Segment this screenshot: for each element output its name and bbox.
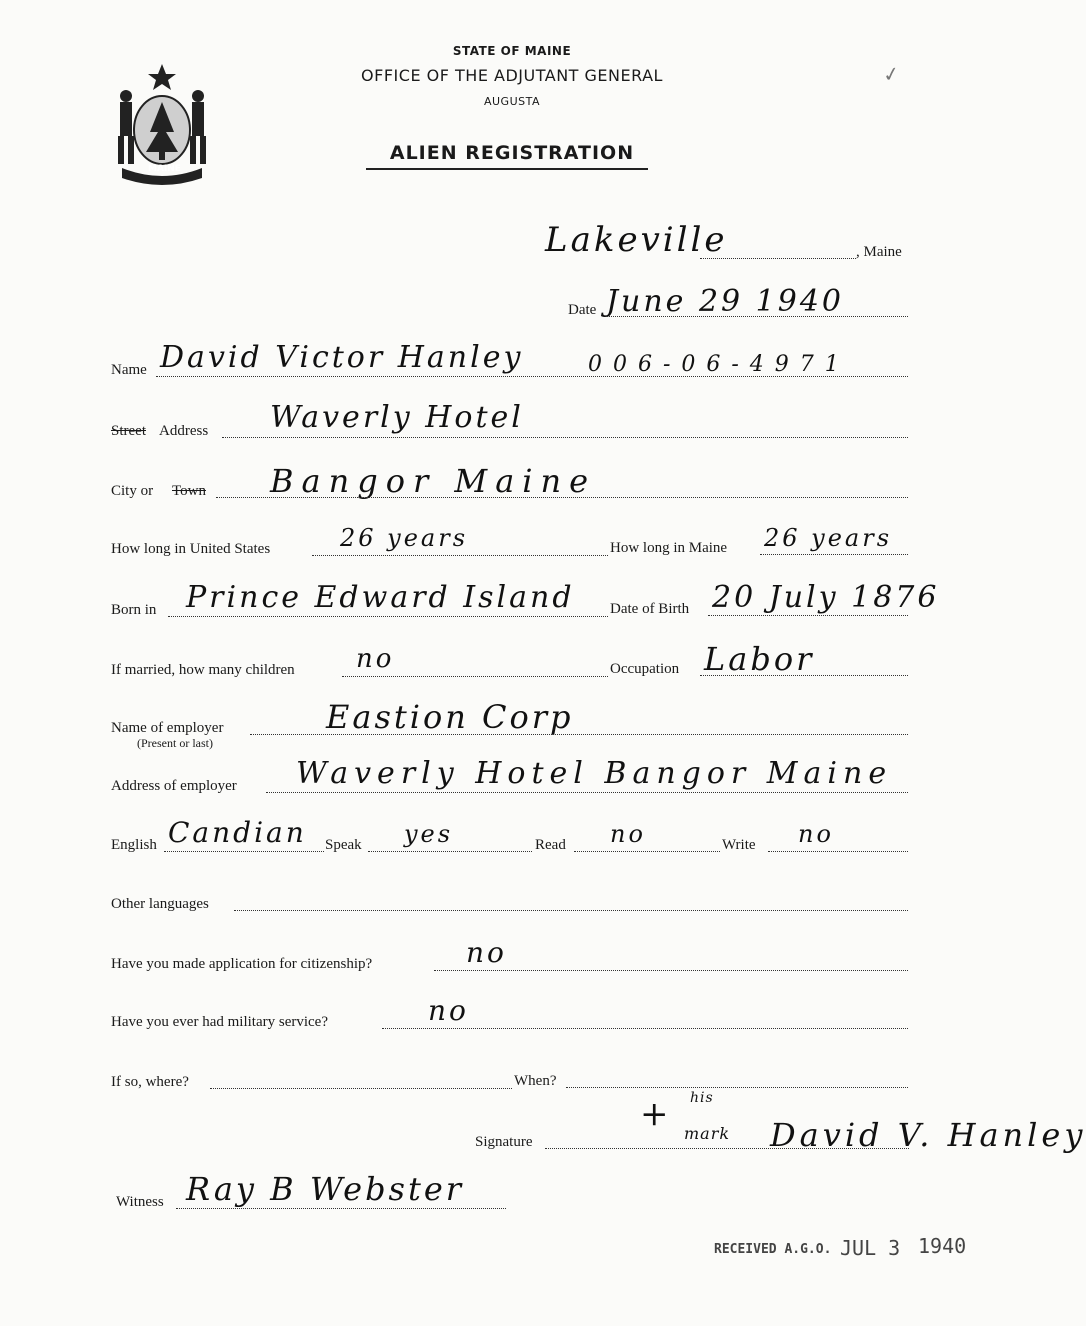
signature-mark-his: his	[690, 1090, 714, 1106]
name-value: David Victor Hanley	[160, 340, 524, 375]
occupation-label: Occupation	[610, 661, 680, 677]
city-value: Bangor Maine	[270, 462, 597, 500]
place-line	[700, 258, 856, 259]
header-state: STATE OF MAINE	[452, 44, 572, 58]
employer-address-label: Address of employer	[111, 778, 237, 794]
city-label: City or	[111, 483, 154, 499]
where-label: If so, where?	[111, 1074, 189, 1090]
name-number: 0 0 6 - 0 6 - 4 9 7 1	[588, 352, 841, 377]
date-line	[606, 316, 908, 317]
witness-value: Ray B Webster	[186, 1170, 465, 1208]
date-value: June 29 1940	[606, 284, 845, 319]
name-line	[156, 376, 908, 377]
employer-sublabel: (Present or last)	[137, 736, 213, 750]
city-label-struck: Town	[172, 483, 206, 499]
occupation-line	[700, 675, 908, 676]
title-underline	[366, 168, 648, 170]
occupation-value: Labor	[704, 640, 815, 678]
received-stamp-year: 1940	[918, 1234, 967, 1258]
signature-mark: +	[640, 1094, 669, 1134]
other-languages-label: Other languages	[111, 896, 209, 912]
date-label: Date	[568, 302, 597, 318]
dob-label: Date of Birth	[610, 601, 690, 617]
write-label: Write	[722, 837, 756, 853]
where-line	[210, 1088, 512, 1089]
english-label: English	[111, 837, 157, 853]
employer-label: Name of employer	[111, 720, 224, 736]
employer-address-value: Waverly Hotel Bangor Maine	[296, 756, 893, 791]
when-line	[566, 1087, 908, 1088]
signature-label: Signature	[475, 1134, 533, 1150]
place-value: Lakeville	[545, 220, 728, 260]
seal-text: MAINE	[148, 164, 181, 174]
state-seal-icon	[108, 60, 216, 182]
speak-label: Speak	[325, 837, 362, 853]
employer-value: Eastion Corp	[326, 698, 574, 736]
read-label: Read	[535, 837, 566, 853]
english-value: Candian	[168, 816, 307, 849]
children-value: no	[356, 644, 395, 674]
citizenship-value: no	[466, 936, 507, 969]
english-line	[164, 851, 324, 852]
how-long-maine-line	[760, 554, 908, 555]
read-line	[574, 851, 720, 852]
read-value: no	[610, 820, 646, 848]
write-value: no	[798, 820, 834, 848]
citizenship-line	[434, 970, 908, 971]
born-in-line	[168, 616, 608, 617]
how-long-maine-value: 26 years	[764, 524, 893, 552]
when-label: When?	[514, 1073, 557, 1089]
witness-label: Witness	[116, 1194, 164, 1210]
dob-value: 20 July 1876	[712, 580, 940, 615]
dob-line	[708, 615, 908, 616]
write-line	[768, 851, 908, 852]
military-value: no	[428, 994, 469, 1027]
how-long-us-label: How long in United States	[111, 541, 271, 557]
speak-line	[368, 851, 532, 852]
born-in-value: Prince Edward Island	[186, 580, 575, 615]
other-languages-line	[234, 910, 908, 911]
received-stamp-month: JUL 3	[840, 1236, 901, 1260]
signature-value: David V. Hanley	[770, 1116, 1086, 1154]
children-line	[342, 676, 608, 677]
military-label: Have you ever had military service?	[111, 1014, 328, 1030]
witness-line	[176, 1208, 506, 1209]
how-long-maine-label: How long in Maine	[610, 540, 728, 556]
citizenship-label: Have you made application for citizenship?	[111, 956, 373, 972]
employer-address-line	[266, 792, 908, 793]
employer-line	[250, 734, 908, 735]
header-office: OFFICE OF THE ADJUTANT GENERAL	[361, 66, 663, 85]
page-title: ALIEN REGISTRATION	[389, 142, 635, 164]
military-line	[382, 1028, 908, 1029]
check-mark: ✓	[881, 62, 902, 88]
born-in-label: Born in	[111, 602, 157, 618]
how-long-us-line	[312, 555, 608, 556]
speak-value: yes	[404, 820, 454, 848]
address-line	[222, 437, 908, 438]
address-label: Address	[159, 423, 209, 439]
name-label: Name	[111, 362, 147, 378]
place-suffix: , Maine	[856, 244, 902, 260]
children-label: If married, how many children	[111, 662, 295, 678]
city-line	[216, 497, 908, 498]
how-long-us-value: 26 years	[340, 524, 469, 552]
signature-mark-word: mark	[684, 1124, 731, 1143]
address-value: Waverly Hotel	[270, 400, 524, 435]
header-city: AUGUSTA	[483, 95, 541, 108]
received-stamp-label: RECEIVED A.G.O.	[714, 1242, 832, 1257]
address-label-struck: Street	[111, 423, 146, 439]
